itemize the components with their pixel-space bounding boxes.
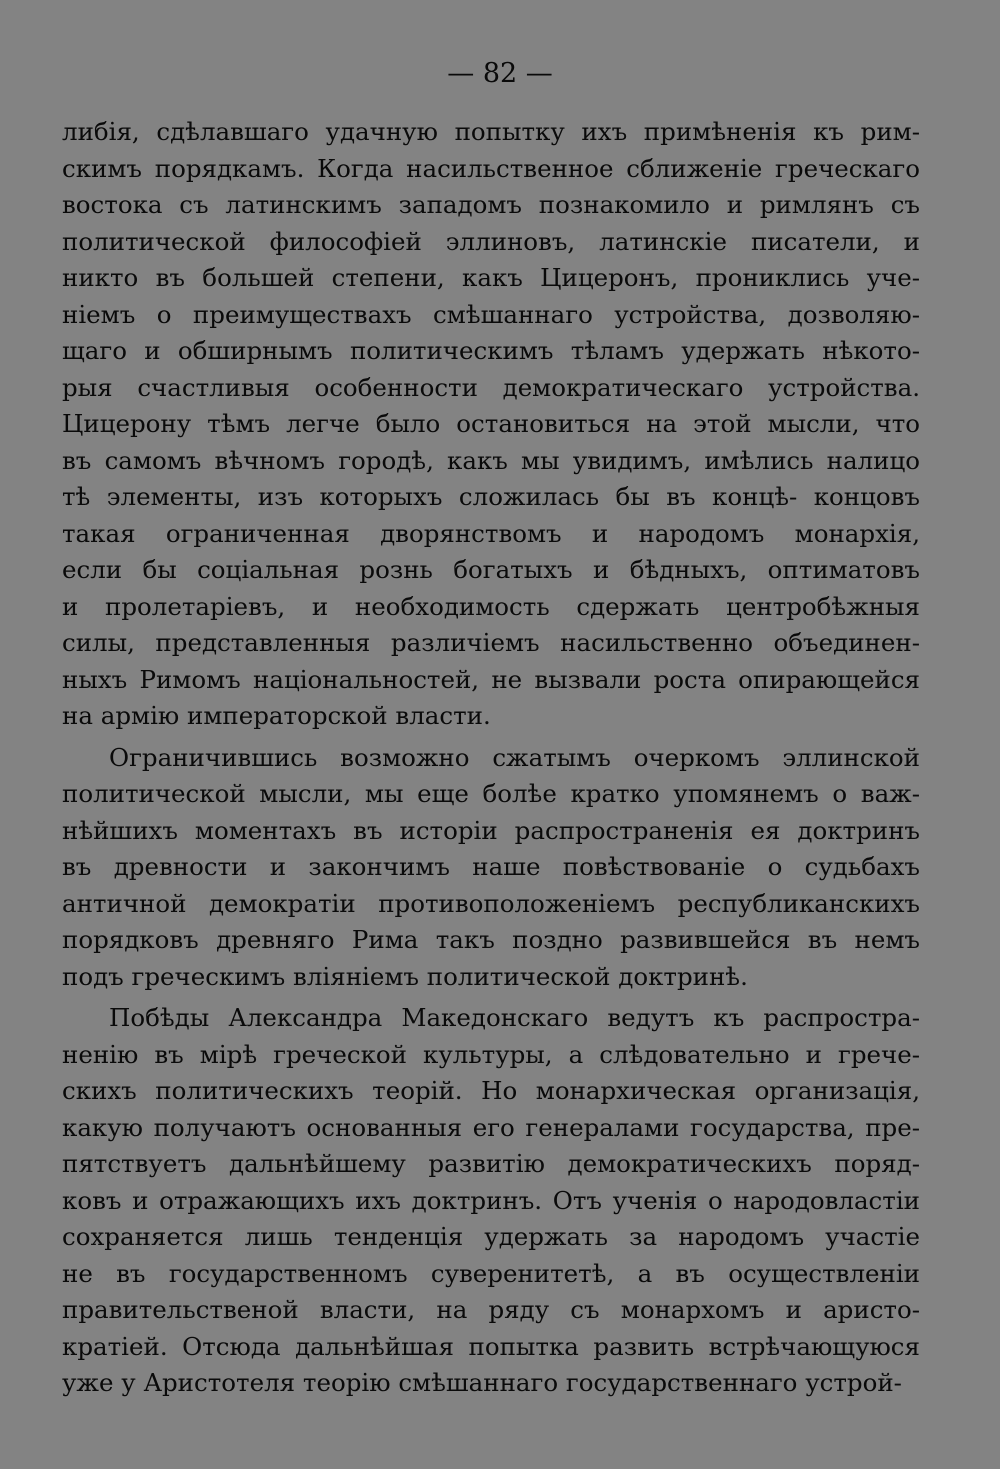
text-line: ніемъ о преимуществахъ смѣшаннаго устройства, дозволяю-: [62, 299, 920, 329]
text-line: пятствуетъ дальнѣйшему развитію демократическихъ поряд-: [62, 1149, 920, 1178]
text-line: востока съ латинскимъ западомъ познакомило и римлянъ съ: [62, 190, 920, 219]
text-line: въ самомъ вѣчномъ городѣ, какъ мы увидимъ, имѣлись налицо: [62, 445, 920, 475]
text-line: скимъ порядкамъ. Когда насильственное сближеніе греческаго: [62, 153, 920, 183]
text-line: политической мысли, мы еще болѣе кратко упомянемъ о важ-: [62, 779, 920, 808]
text-line: тѣ элементы, изъ которыхъ сложилась бы въ концѣ- концовъ: [62, 482, 920, 511]
paragraph: [62, 114, 920, 735]
text-line: на армію императорской власти.: [62, 701, 491, 730]
text-line: кратіей. Отсюда дальнѣйшая попытка развить встрѣчающуюся: [62, 1331, 920, 1361]
text-line: античной демократіи противоположеніемъ республиканскихъ: [62, 888, 920, 918]
text-line: уже у Аристотеля теорію смѣшаннаго государственнаго устрой-: [62, 1368, 902, 1397]
text-line: ныхъ Римомъ національностей, не вызвали роста опирающейся: [62, 664, 920, 694]
text-line: скихъ политическихъ теорій. Но монархическая организація,: [62, 1076, 920, 1105]
text-line: ненію въ мірѣ греческой культуры, а слѣдовательно и грече-: [62, 1039, 920, 1069]
text-line: въ древности и закончимъ наше повѣствованіе о судьбахъ: [62, 852, 920, 881]
text-line: рыя счастливыя особенности демократическаго устройства.: [62, 372, 920, 402]
text-line: и пролетаріевъ, и необходимость сдержать центробѣжныя: [62, 591, 920, 621]
text-line: сохраняется лишь тенденція удержать за народомъ участіе: [62, 1222, 920, 1251]
paragraph: [62, 740, 920, 996]
text-line: щаго и обширнымъ политическимъ тѣламъ удержать нѣкото-: [62, 336, 920, 365]
text-line: либія, сдѣлавшаго удачную попытку ихъ примѣненія къ рим-: [62, 117, 920, 146]
text-line: порядковъ древняго Рима такъ поздно развившейся въ немъ: [62, 925, 920, 954]
text-line: нѣйшихъ моментахъ въ исторіи распространенія ея доктринъ: [62, 815, 920, 845]
text-line: какую получаютъ основанныя его генералами государства, пре-: [62, 1112, 920, 1142]
text-line: если бы соціальная рознь богатыхъ и бѣдныхъ, оптиматовъ: [62, 555, 920, 584]
text-line: подъ греческимъ вліяніемъ политической доктринѣ.: [62, 961, 748, 991]
text-line: не въ государственномъ суверенитетѣ, а въ осуществленіи: [62, 1258, 920, 1288]
paragraph: [62, 1000, 920, 1402]
text-line: Цицерону тѣмъ легче было остановиться на этой мысли, что: [62, 409, 920, 438]
text-line: такая ограниченная дворянствомъ и народомъ монархія,: [62, 518, 920, 548]
text-line: ковъ и отражающихъ ихъ доктринъ. Отъ ученія о народовластіи: [62, 1185, 920, 1215]
text-line: политической философіей эллиновъ, латинскіе писатели, и: [62, 226, 920, 256]
text-line: никто въ большей степени, какъ Цицеронъ, прониклись уче-: [62, 263, 920, 292]
page-number: — 82 —: [447, 58, 553, 89]
text-line: Ограничившись возможно сжатымъ очеркомъ эллинской: [109, 742, 920, 772]
text-line: Побѣды Александра Македонскаго ведутъ къ распростра-: [109, 1003, 920, 1032]
text-line: правительственой власти, на ряду съ монархомъ и аристо-: [62, 1295, 920, 1324]
page-text: [62, 114, 920, 1402]
text-line: силы, представленныя различіемъ насильственно объединен-: [62, 628, 920, 657]
